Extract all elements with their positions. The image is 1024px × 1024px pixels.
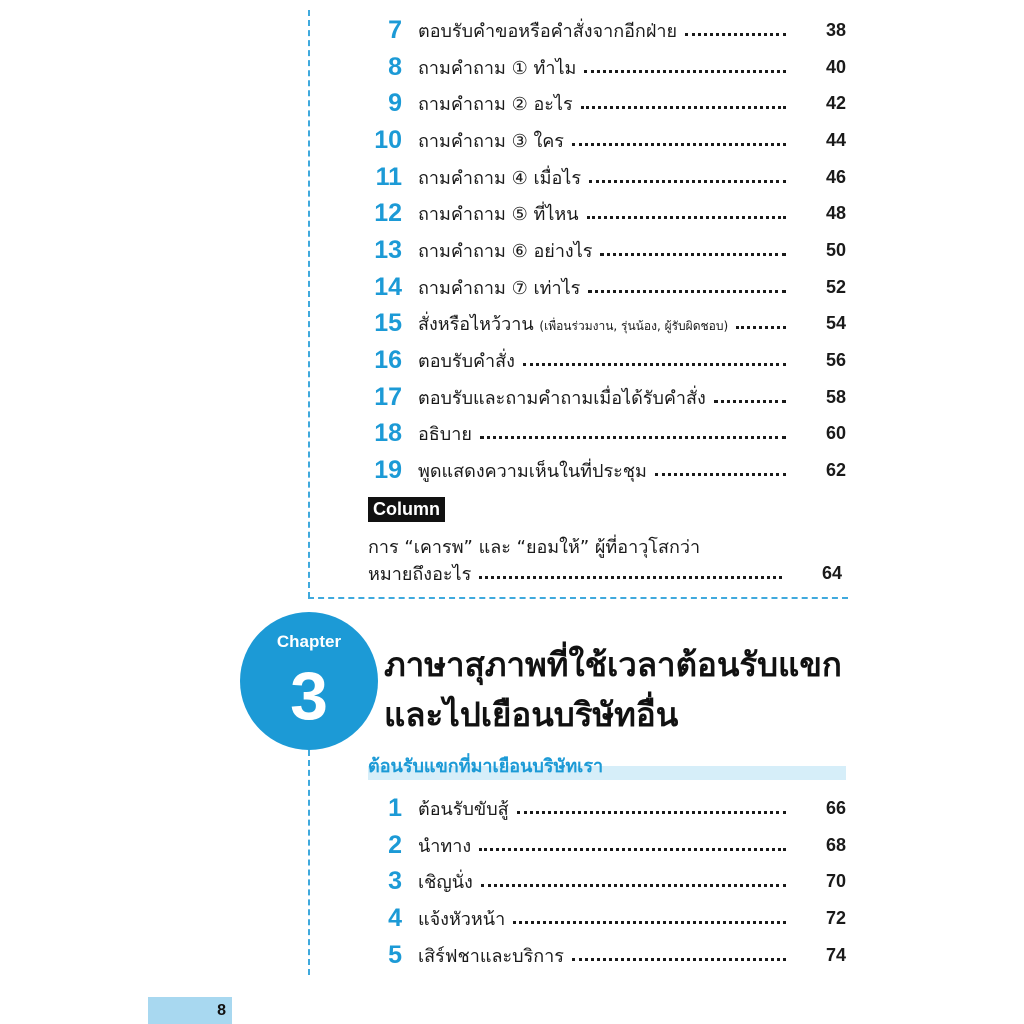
toc-entry-title	[418, 941, 564, 970]
dot-leader	[517, 811, 786, 814]
toc-entry-title-text: ต้อนรับขับสู้	[418, 798, 509, 820]
toc-entry-number: 18	[374, 419, 402, 448]
toc-entry-page-number: 48	[825, 203, 846, 224]
column-page-number: 64	[821, 562, 842, 583]
toc-entry-title-text: ถามคำถาม ⑥ อย่างไร	[418, 240, 593, 262]
toc-entry-page-number: 44	[825, 129, 846, 150]
dot-leader	[523, 363, 786, 366]
toc-entry-page-number: 72	[825, 907, 846, 928]
toc-entry-title-text: ตอบรับและถามคำถามเมื่อได้รับคำสั่ง	[418, 387, 706, 409]
toc-entry-title	[418, 309, 728, 338]
toc-entry[interactable]	[360, 863, 850, 900]
toc-entry-title	[418, 419, 472, 448]
toc-entry-title-text: ถามคำถาม ⑦ เท่าไร	[418, 277, 581, 299]
toc-entry-number: 10	[374, 125, 402, 154]
toc-entry[interactable]	[360, 195, 850, 232]
toc-entry[interactable]	[360, 379, 850, 416]
dashed-vertical-divider-bottom	[308, 750, 310, 975]
toc-entry-number: 9	[388, 89, 402, 118]
dot-leader	[572, 958, 786, 961]
toc-entry-title-text: ตอบรับคำสั่ง	[418, 351, 515, 373]
toc-entry-title	[418, 867, 473, 896]
toc-entry-page-number: 38	[825, 19, 846, 40]
toc-entry-title-text: เสิร์ฟชาและบริการ	[418, 945, 564, 967]
toc-entry-page-number: 40	[825, 56, 846, 77]
toc-entry-page-number: 46	[825, 166, 846, 187]
toc-entry-title	[418, 89, 573, 118]
toc-entry-number: 8	[388, 52, 402, 81]
dot-leader	[587, 216, 786, 219]
dot-leader	[685, 33, 786, 36]
toc-entry[interactable]	[360, 122, 850, 159]
toc-entry-number: 14	[374, 272, 402, 301]
toc-entry[interactable]	[360, 416, 850, 453]
toc-entry-title-text: พูดแสดงความเห็นในที่ประชุม	[418, 461, 647, 483]
toc-entry-number: 15	[374, 309, 402, 338]
dot-leader	[736, 326, 786, 329]
toc-entry-title-text: สั่งหรือไหว้วาน	[418, 314, 534, 336]
toc-entry-title-text: ถามคำถาม ⑤ ที่ไหน	[418, 204, 579, 226]
toc-entry-number: 11	[375, 162, 402, 191]
toc-entry-page-number: 58	[825, 386, 846, 407]
chapter-label: Chapter	[276, 632, 342, 651]
dot-leader	[481, 884, 786, 887]
toc-entry-page-number: 54	[825, 313, 846, 334]
column-title-line2: หมายถึงอะไร	[368, 563, 472, 585]
toc-entry-note: (เพื่อนร่วมงาน, รุ่นน้อง, ผู้รับผิดชอบ)	[539, 319, 729, 334]
toc-entry[interactable]	[360, 49, 850, 86]
dot-leader	[581, 106, 786, 109]
toc-entry-number: 17	[374, 382, 402, 411]
toc-entry[interactable]	[360, 159, 850, 196]
toc-entry-page-number: 74	[825, 944, 846, 965]
toc-entry[interactable]	[360, 12, 850, 49]
chapter-number: 3	[290, 658, 328, 734]
toc-entry-page-number: 68	[825, 834, 846, 855]
toc-entry-title	[418, 163, 581, 192]
toc-entry[interactable]	[360, 232, 850, 269]
toc-entry-title	[418, 273, 580, 302]
toc-entry-number: 3	[388, 867, 402, 896]
toc-entry-title	[418, 831, 471, 860]
toc-entry-title	[418, 456, 647, 485]
toc-entry-title	[418, 53, 576, 82]
column-tag: Column	[368, 497, 445, 522]
page-number: 8	[217, 1002, 226, 1019]
dashed-horizontal-divider	[308, 597, 848, 599]
column-entry[interactable]	[368, 556, 846, 590]
chapter-title	[384, 640, 854, 740]
dashed-vertical-divider-top	[308, 10, 310, 598]
dot-leader	[584, 70, 786, 73]
toc-entry-title	[418, 236, 592, 265]
toc-entry-number: 1	[388, 793, 402, 822]
toc-entry[interactable]	[360, 342, 850, 379]
toc-entry-page-number: 50	[825, 239, 846, 260]
toc-entry[interactable]	[360, 900, 850, 937]
toc-entry-title-text: ถามคำถาม ④ เมื่อไร	[418, 167, 582, 189]
toc-entry[interactable]	[360, 790, 850, 827]
toc-entry-title	[418, 16, 677, 45]
toc-list-chapter-2	[360, 12, 850, 489]
toc-entry-title	[418, 126, 564, 155]
toc-entry-page-number: 62	[825, 460, 846, 481]
toc-entry-number: 13	[374, 235, 402, 264]
toc-entry-title-text: แจ้งหัวหน้า	[418, 908, 506, 930]
toc-entry-number: 2	[388, 830, 402, 859]
toc-entry-title-text: นำทาง	[418, 835, 472, 857]
chapter-title-line2: และไปเยือนบริษัทอื่น	[384, 695, 679, 734]
toc-entry[interactable]	[360, 306, 850, 343]
toc-entry-number: 7	[388, 15, 402, 44]
toc-entry-page-number: 52	[825, 276, 846, 297]
toc-entry[interactable]	[360, 85, 850, 122]
toc-entry-page-number: 42	[825, 93, 846, 114]
toc-entry-page-number: 60	[825, 423, 846, 444]
toc-entry-title	[418, 794, 509, 823]
page-number-tab	[148, 997, 232, 1024]
toc-entry-title	[418, 383, 706, 412]
dot-leader	[479, 848, 786, 851]
dot-leader	[655, 473, 786, 476]
toc-entry[interactable]	[360, 827, 850, 864]
toc-entry-title	[418, 346, 515, 375]
toc-entry-page-number: 56	[825, 350, 846, 371]
toc-entry-number: 12	[374, 199, 402, 228]
toc-entry-title-text: ตอบรับคำขอหรือคำสั่งจากอีกฝ่าย	[418, 20, 678, 42]
chapter-title-line1: ภาษาสุภาพที่ใช้เวลาต้อนรับแขก	[384, 645, 842, 684]
dot-leader	[600, 253, 786, 256]
dot-leader	[714, 400, 786, 403]
toc-entry-number: 5	[388, 940, 402, 969]
toc-entry-title-text: ถามคำถาม ① ทำไม	[418, 57, 577, 79]
toc-entry-page-number: 70	[825, 871, 846, 892]
toc-entry-title-text: เชิญนั่ง	[418, 872, 473, 894]
dot-leader	[589, 180, 786, 183]
toc-entry[interactable]	[360, 452, 850, 489]
toc-entry-page-number: 66	[825, 797, 846, 818]
toc-entry-number: 19	[374, 456, 402, 485]
toc-list-chapter-3	[360, 790, 850, 973]
section-heading: ต้อนรับแขกที่มาเยือนบริษัทเรา	[368, 756, 604, 777]
column-title-line1: การ “เคารพ” และ “ยอมให้” ผู้ที่อาวุโสกว่า	[368, 537, 701, 558]
dot-leader	[513, 921, 786, 924]
toc-entry[interactable]	[360, 269, 850, 306]
toc-entry-title-text: อธิบาย	[418, 424, 472, 446]
dot-leader	[588, 290, 786, 293]
dot-leader	[480, 436, 786, 439]
dot-leader	[572, 143, 786, 146]
toc-entry-title-text: ถามคำถาม ③ ใคร	[418, 130, 564, 152]
toc-entry-title-text: ถามคำถาม ② อะไร	[418, 94, 573, 116]
toc-entry-title	[418, 904, 505, 933]
toc-entry[interactable]	[360, 937, 850, 974]
toc-entry-number: 4	[388, 903, 402, 932]
toc-entry-number: 16	[374, 346, 402, 375]
chapter-badge	[240, 612, 378, 750]
toc-entry-title	[418, 199, 579, 228]
dot-leader	[479, 576, 782, 579]
